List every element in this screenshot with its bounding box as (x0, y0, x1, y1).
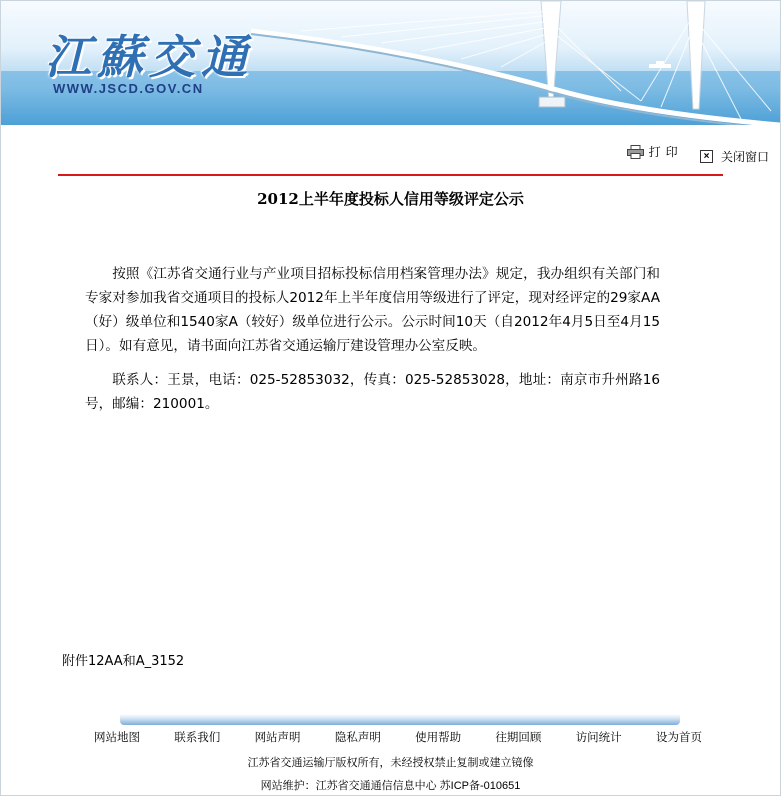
close-window-label: 关闭窗口 (720, 149, 769, 164)
print-button[interactable] (627, 143, 683, 160)
page-toolbar (613, 143, 769, 165)
footer-link-stats[interactable]: 访问统计 (575, 732, 622, 744)
print-label: 打印 (648, 145, 683, 159)
article-title: 2012上半年度投标人信用等级评定公示 (257, 190, 524, 208)
footer-nav (88, 729, 708, 745)
site-url: WWW.JSCD.GOV.CN (53, 81, 204, 96)
article-paragraph: 按照《江苏省交通行业与产业项目招标投标信用档案管理办法》规定，我办组织有关部门和专家对参加我省交通项目的投标人2012年上半年度信用等级进行了评定，现对经评定的29家AA（好）级单位和1540家A（较好）级单位进行公示。公示时间10天（自2012年4月5日至4月15日）。如有意见，请书面向江苏省交通运输厅建设管理办公室反映。 (85, 266, 660, 354)
footer-link-sitemap[interactable]: 网站地图 (94, 732, 140, 744)
footer-link-help[interactable]: 使用帮助 (415, 732, 462, 744)
article-paragraph: 联系人：王景，电话：025-52853032，传真：025-52853028，地址：南京市升州路16号，邮编：210001。 (85, 372, 660, 412)
title-divider (58, 174, 723, 176)
footer-link-archive[interactable]: 往期回顾 (495, 732, 542, 744)
footer-link-contact[interactable]: 联系我们 (174, 732, 221, 744)
copyright-text: 江苏省交通运输厅版权所有，未经授权禁止复制或建立镜像 (247, 757, 534, 769)
site-logo-text: 江蘇交通 (45, 30, 253, 84)
footer-link-homepage[interactable]: 设为首页 (655, 732, 702, 744)
maintainer-text: 网站维护：江苏省交通通信信息中心 苏ICP备-010651 (260, 780, 521, 792)
article-body (85, 262, 660, 426)
close-window-button[interactable] (700, 148, 769, 165)
footer-link-privacy[interactable]: 隐私声明 (334, 732, 381, 744)
close-icon: × (700, 150, 713, 163)
attachment-link[interactable]: 附件12AA和A_3152 (62, 654, 185, 669)
footer-divider (120, 714, 680, 725)
site-banner (1, 1, 780, 125)
printer-icon (627, 145, 644, 159)
footer-link-statement[interactable]: 网站声明 (254, 732, 301, 744)
